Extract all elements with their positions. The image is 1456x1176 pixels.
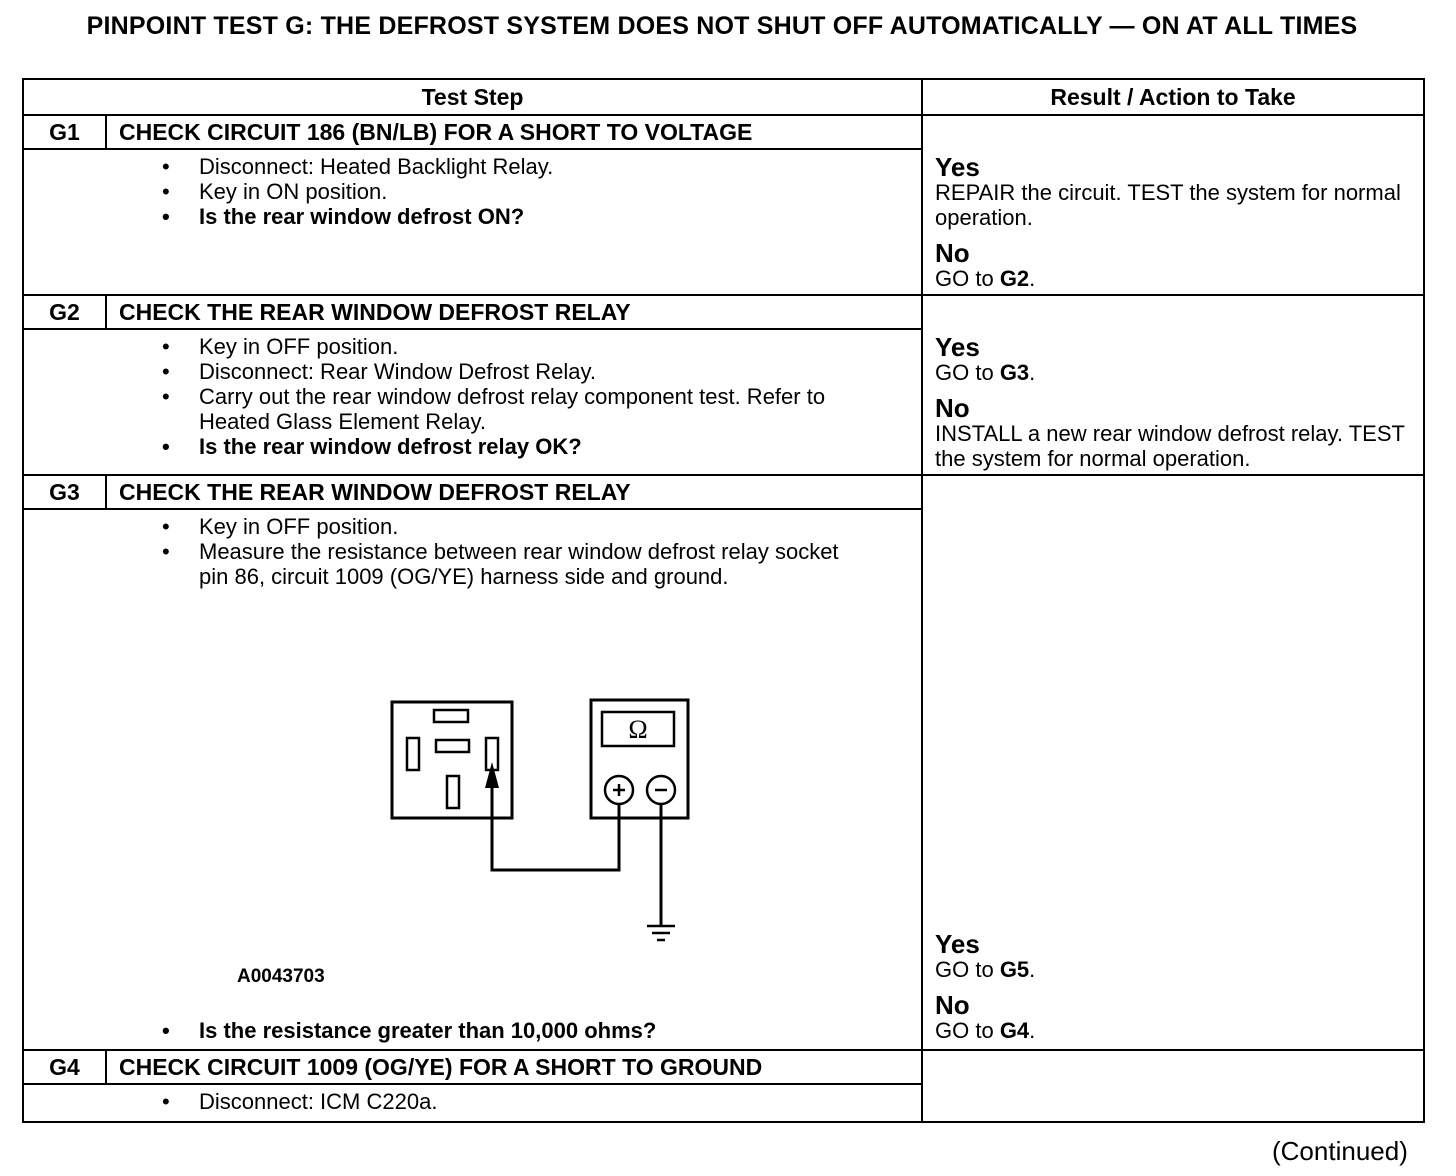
step-question: • Is the rear window defrost ON? xyxy=(199,204,921,229)
yes-action: GO to G3. xyxy=(935,360,1036,385)
step-g2-results xyxy=(922,295,1424,475)
relay-socket xyxy=(392,702,512,818)
yes-label: Yes xyxy=(935,332,980,362)
step-reference: G2 xyxy=(999,266,1030,291)
no-label: No xyxy=(935,990,970,1020)
step-g1-results xyxy=(922,115,1424,295)
yes-action: GO to G5. xyxy=(935,957,1036,982)
step-reference: G3 xyxy=(999,360,1030,385)
socket-pin xyxy=(436,740,469,752)
list-item: • Key in ON position. xyxy=(199,179,921,204)
list-item: • Disconnect: ICM C220a. xyxy=(199,1089,921,1114)
step-reference: G4 xyxy=(999,1018,1030,1043)
step-heading: CHECK THE REAR WINDOW DEFROST RELAY xyxy=(106,475,922,509)
step-g2-header-row xyxy=(23,295,1424,329)
socket-pin xyxy=(447,776,459,808)
no-action: GO to G2. xyxy=(935,266,1036,291)
no-label: No xyxy=(935,238,970,268)
step-g3-results xyxy=(922,475,1424,1050)
step-g1-header-row xyxy=(23,115,1424,149)
step-id: G3 xyxy=(23,475,106,509)
step-id: G2 xyxy=(23,295,106,329)
socket-pin xyxy=(407,738,419,770)
list-item: • Disconnect: Rear Window Defrost Relay. xyxy=(199,359,891,384)
pinpoint-test-table xyxy=(22,78,1425,1123)
step-id: G4 xyxy=(23,1050,106,1084)
ground-icon xyxy=(647,926,675,940)
page-title: PINPOINT TEST G: THE DEFROST SYSTEM DOES NOT SHUT OFF AUTOMATICALLY — ON AT ALL TIMES xyxy=(86,12,1358,40)
step-g4-header-row xyxy=(23,1050,1424,1084)
step-g4-results xyxy=(922,1050,1424,1122)
list-item: • Key in OFF position. xyxy=(199,334,891,359)
list-item: • Measure the resistance between rear window defrost relay socket pin 86, circuit 1009 (OG/YE) harness side and ground. xyxy=(199,539,921,589)
yes-label: Yes xyxy=(935,152,980,182)
step-question-list xyxy=(106,1018,656,1043)
step-instructions xyxy=(106,154,921,229)
relay-resistance-diagram xyxy=(306,692,706,982)
step-reference: G5 xyxy=(999,957,1030,982)
step-instructions xyxy=(106,334,921,459)
yes-action: REPAIR the circuit. TEST the system for normal operation. xyxy=(935,180,1401,230)
test-step-header: Test Step xyxy=(23,79,922,115)
result-header: Result / Action to Take xyxy=(922,79,1424,115)
step-question: • Is the rear window defrost relay OK? xyxy=(199,434,891,459)
figure-id: A0043703 xyxy=(237,966,325,987)
step-heading: CHECK CIRCUIT 1009 (OG/YE) FOR A SHORT TO GROUND xyxy=(106,1050,922,1084)
continued-label: (Continued) xyxy=(1272,1136,1408,1166)
step-instructions xyxy=(106,514,921,589)
list-item: • Key in OFF position. xyxy=(199,514,921,539)
step-heading: CHECK THE REAR WINDOW DEFROST RELAY xyxy=(106,295,922,329)
step-instructions xyxy=(106,1089,921,1114)
list-item: • Carry out the rear window defrost relay component test. Refer to Heated Glass Element Relay. xyxy=(199,384,891,434)
step-heading: CHECK CIRCUIT 186 (BN/LB) FOR A SHORT TO VOLTAGE xyxy=(106,115,922,149)
ohm-icon: Ω xyxy=(628,715,648,744)
no-label: No xyxy=(935,393,970,423)
no-action: GO to G4. xyxy=(935,1018,1036,1043)
no-action: INSTALL a new rear window defrost relay. TEST the system for normal operation. xyxy=(935,421,1405,471)
step-question: • Is the resistance greater than 10,000 ohms? xyxy=(199,1018,656,1043)
socket-pin xyxy=(434,710,468,722)
yes-label: Yes xyxy=(935,929,980,959)
step-g3-header-row xyxy=(23,475,1424,509)
list-item: • Disconnect: Heated Backlight Relay. xyxy=(199,154,921,179)
step-id: G1 xyxy=(23,115,106,149)
